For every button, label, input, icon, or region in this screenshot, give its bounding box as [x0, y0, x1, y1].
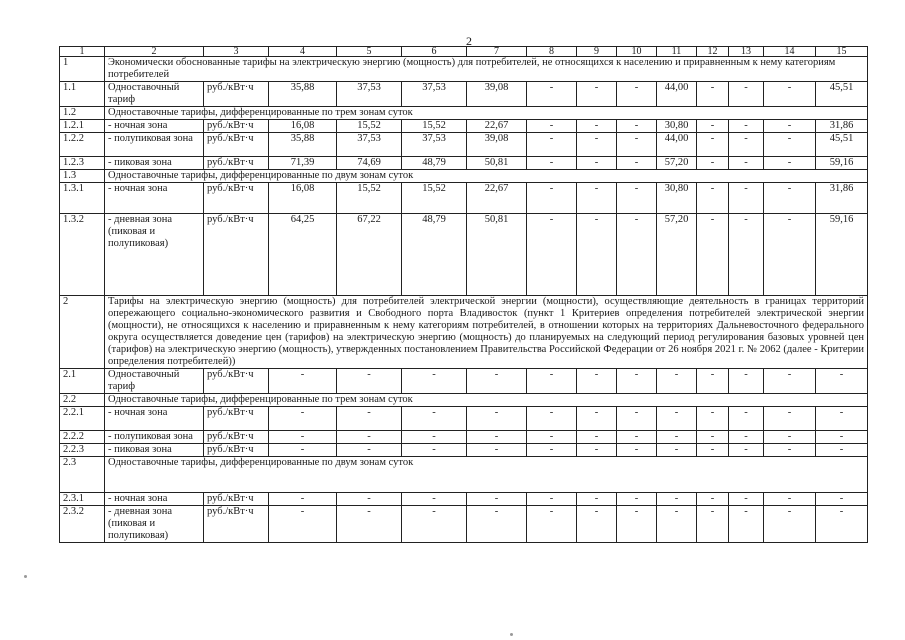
value-cell: -	[617, 444, 657, 457]
value-cell: 37,53	[337, 133, 402, 157]
value-cell: -	[577, 431, 617, 444]
value-cell: 39,08	[467, 82, 527, 107]
value-cell: 59,16	[816, 157, 868, 170]
section-row	[60, 457, 868, 493]
value-cell: 74,69	[337, 157, 402, 170]
value-cell: -	[617, 369, 657, 394]
table-body	[60, 47, 868, 543]
value-cell: 22,67	[467, 183, 527, 214]
value-cell: -	[337, 444, 402, 457]
column-number: 5	[337, 47, 402, 57]
value-cell: -	[617, 82, 657, 107]
value-cell: 57,20	[657, 157, 697, 170]
value-cell: 15,52	[337, 183, 402, 214]
value-cell: -	[527, 493, 577, 506]
value-cell: -	[402, 444, 467, 457]
row-code: 2	[60, 296, 105, 369]
section-title: Одноставочные тарифы, дифференцированные по трем зонам суток	[105, 394, 868, 407]
unit-cell: руб./кВт·ч	[204, 133, 269, 157]
value-cell: -	[697, 431, 729, 444]
row-code: 1.2.2	[60, 133, 105, 157]
value-cell: -	[729, 407, 764, 431]
value-cell: -	[697, 493, 729, 506]
value-cell: -	[764, 183, 816, 214]
value-cell: -	[657, 369, 697, 394]
row-name: - пиковая зона	[105, 157, 204, 170]
value-cell: -	[816, 407, 868, 431]
row-code: 1	[60, 57, 105, 82]
value-cell: 31,86	[816, 183, 868, 214]
value-cell: 59,16	[816, 214, 868, 296]
value-cell: -	[617, 133, 657, 157]
column-number: 14	[764, 47, 816, 57]
scan-dot	[24, 575, 27, 578]
column-number: 12	[697, 47, 729, 57]
value-cell: 35,88	[269, 133, 337, 157]
unit-cell: руб./кВт·ч	[204, 82, 269, 107]
column-number: 13	[729, 47, 764, 57]
row-code: 2.2.1	[60, 407, 105, 431]
value-cell: -	[764, 214, 816, 296]
value-cell: -	[816, 369, 868, 394]
value-cell: -	[729, 506, 764, 543]
value-cell: -	[269, 369, 337, 394]
value-cell: 39,08	[467, 133, 527, 157]
value-cell: -	[337, 369, 402, 394]
scan-dot	[510, 633, 513, 636]
value-cell: -	[527, 214, 577, 296]
table-row	[60, 369, 868, 394]
value-cell: -	[577, 493, 617, 506]
section-title: Одноставочные тарифы, дифференцированные по трем зонам суток	[105, 107, 868, 120]
value-cell: -	[764, 369, 816, 394]
value-cell: -	[764, 506, 816, 543]
value-cell: -	[527, 369, 577, 394]
value-cell: -	[617, 506, 657, 543]
value-cell: 48,79	[402, 214, 467, 296]
section-row	[60, 296, 868, 369]
value-cell: -	[577, 157, 617, 170]
value-cell: -	[577, 506, 617, 543]
table-row	[60, 82, 868, 107]
table-row	[60, 157, 868, 170]
value-cell: -	[617, 431, 657, 444]
value-cell: -	[729, 431, 764, 444]
column-number: 3	[204, 47, 269, 57]
value-cell: 45,51	[816, 133, 868, 157]
value-cell: -	[617, 120, 657, 133]
value-cell: 31,86	[816, 120, 868, 133]
value-cell: -	[577, 120, 617, 133]
row-name: - полупиковая зона	[105, 431, 204, 444]
column-number: 15	[816, 47, 868, 57]
value-cell: -	[467, 369, 527, 394]
section-row	[60, 170, 868, 183]
value-cell: -	[764, 407, 816, 431]
value-cell: -	[729, 133, 764, 157]
row-name: - дневная зона (пиковая и полупиковая)	[105, 214, 204, 296]
unit-cell: руб./кВт·ч	[204, 407, 269, 431]
page-number: 2	[466, 34, 472, 48]
value-cell: 15,52	[402, 183, 467, 214]
value-cell: 48,79	[402, 157, 467, 170]
row-name: Одноставочный тариф	[105, 82, 204, 107]
value-cell: -	[764, 444, 816, 457]
section-title: Одноставочные тарифы, дифференцированные по двум зонам суток	[105, 170, 868, 183]
header-row	[60, 47, 868, 57]
value-cell: -	[577, 133, 617, 157]
value-cell: -	[729, 82, 764, 107]
value-cell: -	[269, 444, 337, 457]
value-cell: -	[402, 431, 467, 444]
value-cell: 15,52	[402, 120, 467, 133]
value-cell: -	[729, 369, 764, 394]
value-cell: 44,00	[657, 133, 697, 157]
table-row	[60, 133, 868, 157]
value-cell: -	[764, 493, 816, 506]
unit-cell: руб./кВт·ч	[204, 214, 269, 296]
value-cell: -	[269, 493, 337, 506]
value-cell: -	[269, 431, 337, 444]
column-number: 10	[617, 47, 657, 57]
column-number: 6	[402, 47, 467, 57]
value-cell: -	[816, 444, 868, 457]
tariff-table	[59, 46, 868, 543]
value-cell: -	[657, 431, 697, 444]
value-cell: 50,81	[467, 214, 527, 296]
value-cell: 71,39	[269, 157, 337, 170]
unit-cell: руб./кВт·ч	[204, 120, 269, 133]
value-cell: -	[729, 214, 764, 296]
value-cell: -	[729, 157, 764, 170]
table-row	[60, 431, 868, 444]
value-cell: -	[527, 444, 577, 457]
value-cell: 44,00	[657, 82, 697, 107]
value-cell: 16,08	[269, 183, 337, 214]
row-code: 1.3.1	[60, 183, 105, 214]
value-cell: -	[467, 431, 527, 444]
value-cell: 57,20	[657, 214, 697, 296]
value-cell: 67,22	[337, 214, 402, 296]
value-cell: 15,52	[337, 120, 402, 133]
value-cell: -	[577, 369, 617, 394]
value-cell: -	[697, 407, 729, 431]
row-code: 2.3.1	[60, 493, 105, 506]
value-cell: -	[269, 506, 337, 543]
table-row	[60, 120, 868, 133]
row-name: Одноставочный тариф	[105, 369, 204, 394]
row-code: 1.3.2	[60, 214, 105, 296]
value-cell: -	[657, 407, 697, 431]
row-name: - ночная зона	[105, 120, 204, 133]
row-code: 1.2.1	[60, 120, 105, 133]
value-cell: -	[729, 444, 764, 457]
value-cell: -	[467, 493, 527, 506]
value-cell: -	[816, 431, 868, 444]
value-cell: -	[697, 369, 729, 394]
section-row	[60, 107, 868, 120]
unit-cell: руб./кВт·ч	[204, 444, 269, 457]
unit-cell: руб./кВт·ч	[204, 506, 269, 543]
value-cell: -	[697, 82, 729, 107]
unit-cell: руб./кВт·ч	[204, 431, 269, 444]
value-cell: -	[467, 407, 527, 431]
value-cell: 64,25	[269, 214, 337, 296]
value-cell: -	[577, 214, 617, 296]
row-name: - дневная зона (пиковая и полупиковая)	[105, 506, 204, 543]
value-cell: -	[697, 444, 729, 457]
row-code: 2.1	[60, 369, 105, 394]
column-number: 1	[60, 47, 105, 57]
value-cell: -	[402, 506, 467, 543]
table-row	[60, 407, 868, 431]
row-name: - ночная зона	[105, 407, 204, 431]
value-cell: -	[402, 407, 467, 431]
value-cell: -	[657, 493, 697, 506]
value-cell: -	[697, 183, 729, 214]
value-cell: -	[527, 407, 577, 431]
value-cell: -	[764, 120, 816, 133]
value-cell: -	[657, 444, 697, 457]
row-code: 1.2.3	[60, 157, 105, 170]
section-title: Одноставочные тарифы, дифференцированные по двум зонам суток	[105, 457, 868, 493]
table-row	[60, 214, 868, 296]
value-cell: -	[527, 157, 577, 170]
column-number: 8	[527, 47, 577, 57]
unit-cell: руб./кВт·ч	[204, 183, 269, 214]
section-title: Экономически обоснованные тарифы на электрическую энергию (мощность) для потребителей, не относящихся к населению и приравненным к нему категориям потребителей	[105, 57, 868, 82]
row-code: 1.3	[60, 170, 105, 183]
value-cell: -	[467, 444, 527, 457]
value-cell: -	[697, 120, 729, 133]
unit-cell: руб./кВт·ч	[204, 493, 269, 506]
column-number: 7	[467, 47, 527, 57]
value-cell: 37,53	[402, 82, 467, 107]
row-name: - ночная зона	[105, 183, 204, 214]
table-row	[60, 493, 868, 506]
value-cell: -	[764, 133, 816, 157]
row-code: 1.2	[60, 107, 105, 120]
value-cell: -	[657, 506, 697, 543]
value-cell: 37,53	[402, 133, 467, 157]
value-cell: -	[729, 493, 764, 506]
value-cell: -	[697, 157, 729, 170]
column-number: 4	[269, 47, 337, 57]
value-cell: -	[402, 493, 467, 506]
section-title: Тарифы на электрическую энергию (мощность) для потребителей электрической энергии (мощности), осуществляющие деятельность в границах территорий опережающего социально-экономического развития и Свободного порта Владивосток (пункт 1 Критериев определения потребителей электрической энергии (мощности), не относящихся к населению и приравненным к нему категориям потребителей, в отношении которых на территориях Дальневосточного федерального округа осуществляется доведение цен (тарифов) на электрическую энергию (мощность) до планируемых на следующий период регулирования базовых уровней цен (тарифов) на электрическую энергию (мощность), утвержденных постановлением Правительства Российской Федерации от 26 ноября 2021 г. № 2062 (далее - Критерии определения потребителей))	[105, 296, 868, 369]
value-cell: -	[527, 506, 577, 543]
row-code: 2.2.3	[60, 444, 105, 457]
row-code: 2.2.2	[60, 431, 105, 444]
value-cell: 16,08	[269, 120, 337, 133]
unit-cell: руб./кВт·ч	[204, 157, 269, 170]
value-cell: -	[617, 493, 657, 506]
value-cell: -	[577, 407, 617, 431]
section-row	[60, 394, 868, 407]
value-cell: -	[617, 214, 657, 296]
value-cell: -	[527, 183, 577, 214]
value-cell: -	[337, 431, 402, 444]
value-cell: -	[269, 407, 337, 431]
value-cell: -	[697, 214, 729, 296]
value-cell: -	[764, 157, 816, 170]
value-cell: -	[527, 82, 577, 107]
value-cell: -	[402, 369, 467, 394]
value-cell: 45,51	[816, 82, 868, 107]
value-cell: -	[577, 82, 617, 107]
value-cell: -	[577, 183, 617, 214]
value-cell: -	[617, 157, 657, 170]
value-cell: -	[617, 183, 657, 214]
table-row	[60, 444, 868, 457]
value-cell: -	[764, 431, 816, 444]
table-row	[60, 506, 868, 543]
value-cell: -	[337, 493, 402, 506]
row-code: 2.2	[60, 394, 105, 407]
row-code: 2.3.2	[60, 506, 105, 543]
value-cell: -	[337, 506, 402, 543]
value-cell: -	[527, 133, 577, 157]
column-number: 2	[105, 47, 204, 57]
row-name: - ночная зона	[105, 493, 204, 506]
value-cell: -	[697, 506, 729, 543]
value-cell: 35,88	[269, 82, 337, 107]
value-cell: -	[337, 407, 402, 431]
value-cell: -	[729, 120, 764, 133]
value-cell: -	[467, 506, 527, 543]
value-cell: 30,80	[657, 183, 697, 214]
row-code: 1.1	[60, 82, 105, 107]
section-row	[60, 57, 868, 82]
row-code: 2.3	[60, 457, 105, 493]
value-cell: 22,67	[467, 120, 527, 133]
table-row	[60, 183, 868, 214]
value-cell: -	[816, 506, 868, 543]
value-cell: -	[729, 183, 764, 214]
value-cell: -	[764, 82, 816, 107]
value-cell: 50,81	[467, 157, 527, 170]
value-cell: 30,80	[657, 120, 697, 133]
column-number: 11	[657, 47, 697, 57]
row-name: - полупиковая зона	[105, 133, 204, 157]
value-cell: -	[617, 407, 657, 431]
row-name: - пиковая зона	[105, 444, 204, 457]
value-cell: 37,53	[337, 82, 402, 107]
value-cell: -	[697, 133, 729, 157]
column-number: 9	[577, 47, 617, 57]
value-cell: -	[577, 444, 617, 457]
value-cell: -	[527, 120, 577, 133]
unit-cell: руб./кВт·ч	[204, 369, 269, 394]
value-cell: -	[527, 431, 577, 444]
value-cell: -	[816, 493, 868, 506]
